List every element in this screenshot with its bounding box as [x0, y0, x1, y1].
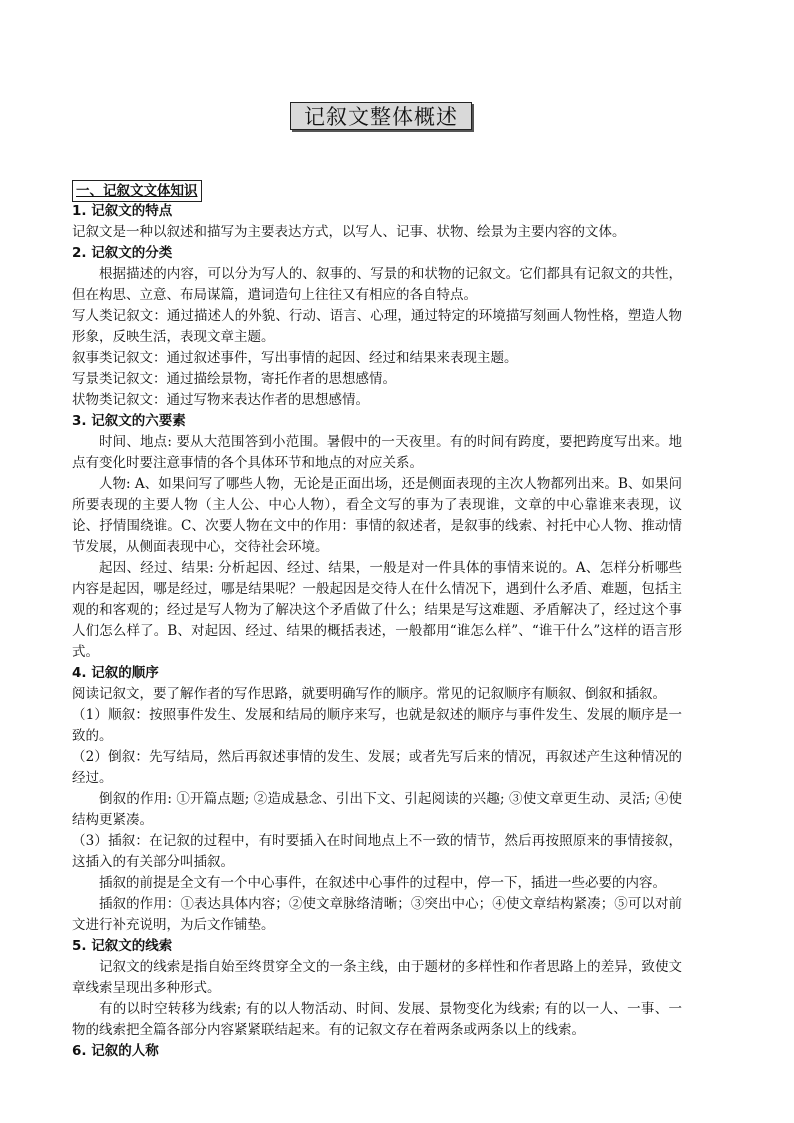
paragraph: （2）倒叙：先写结局，然后再叙述事情的发生、发展；或者先写后来的情况，再叙述产生这种情况的经过。 [72, 749, 682, 786]
paragraph: 写景类记叙文：通过描绘景物，寄托作者的思想感情。 [72, 371, 396, 387]
paragraph: 阅读记叙文，要了解作者的写作思路，就要明确写作的顺序。常见的记叙顺序有顺叙、倒叙和插叙。 [72, 686, 666, 702]
paragraph: 状物类记叙文：通过写物来表达作者的思想感情。 [72, 392, 369, 408]
paragraph: 记叙文的线索是指自始至终贯穿全文的一条主线，由于题材的多样性和作者思路上的差异，致使文章线索呈现出多种形式。 [72, 959, 682, 996]
subsection-heading: 3. 记叙文的六要素 [72, 413, 186, 429]
subsection-heading: 4. 记叙的顺序 [72, 665, 159, 681]
paragraph: 有的以时空转移为线索; 有的以人物活动、时间、发展、景物变化为线索; 有的以一人、一事、一物的线索把全篇各部分内容紧紧联结起来。有的记叙文存在着两条或两条以上的线索。 [72, 1001, 682, 1038]
section-heading: 一、记叙文文体知识 [72, 180, 202, 202]
paragraph: 写人类记叙文：通过描述人的外貌、行动、语言、心理，通过特定的环境描写刻画人物性格，塑造人物形象，反映生活，表现文章主题。 [72, 308, 682, 345]
paragraph: 叙事类记叙文：通过叙述事件，写出事情的起因、经过和结果来表现主题。 [72, 350, 518, 366]
subsection-heading: 2. 记叙文的分类 [72, 245, 173, 261]
subsection-heading: 6. 记叙的人称 [72, 1043, 159, 1059]
paragraph: 时间、地点: 要从大范围答到小范围。暑假中的一天夜里。有的时间有跨度，要把跨度写出来。地点有变化时要注意事情的各个具体环节和地点的对应关系。 [72, 434, 682, 471]
paragraph: 插叙的作用：①表达具体内容；②使文章脉络清晰；③突出中心；④使文章结构紧凑；⑤可以对前文进行补充说明，为后文作铺垫。 [72, 896, 682, 933]
subsection-heading: 1. 记叙文的特点 [72, 203, 173, 219]
paragraph: 起因、经过、结果: 分析起因、经过、结果，一般是对一件具体的事情来说的。A、怎样分析哪些内容是起因，哪是经过，哪是结果呢？一般起因是交待人在什么情况下，遇到什么矛盾、难题，包括主观的和客观的；经过是写人物为了解决这个矛盾做了什么；结果是写这难题、矛盾解决了，经过这个事人们怎么样了。B、对起因、经过、结果的概括表述，一般都用“谁怎么样”、“谁干什么”这样的语言形式。 [72, 560, 682, 660]
paragraph: 记叙文是一种以叙述和描写为主要表达方式，以写人、记事、状物、绘景为主要内容的文体。 [72, 224, 626, 240]
document-body [72, 201, 682, 1062]
paragraph: 倒叙的作用: ①开篇点题; ②造成悬念、引出下文、引起阅读的兴趣; ③使文章更生动、灵活; ④使结构更紧凑。 [72, 791, 682, 828]
paragraph: 人物: A、如果问写了哪些人物，无论是正面出场，还是侧面表现的主次人物都列出来。B、如果问所要表现的主要人物（主人公、中心人物），看全文写的事为了表现谁，文章的中心靠谁来表现，议论、抒情围绕谁。C、次要人物在文中的作用：事情的叙述者，是叙事的线索、衬托中心人物、推动情节发展，从侧面表现中心，交待社会环境。 [72, 476, 682, 555]
document-title: 记叙文整体概述 [290, 102, 472, 130]
paragraph: （1）顺叙：按照事件发生、发展和结局的顺序来写，也就是叙述的顺序与事件发生、发展的顺序是一致的。 [72, 707, 682, 744]
paragraph: 根据描述的内容，可以分为写人的、叙事的、写景的和状物的记叙文。它们都具有记叙文的共性，但在构思、立意、布局谋篇，遣词造句上往往又有相应的各自特点。 [72, 266, 682, 303]
subsection-heading: 5. 记叙文的线索 [72, 938, 173, 954]
paragraph: （3）插叙：在记叙的过程中，有时要插入在时间地点上不一致的情节，然后再按照原来的事情接叙，这插入的有关部分叫插叙。 [72, 833, 682, 870]
paragraph: 插叙的前提是全文有一个中心事件，在叙述中心事件的过程中，停一下，插进一些必要的内容。 [99, 875, 666, 891]
